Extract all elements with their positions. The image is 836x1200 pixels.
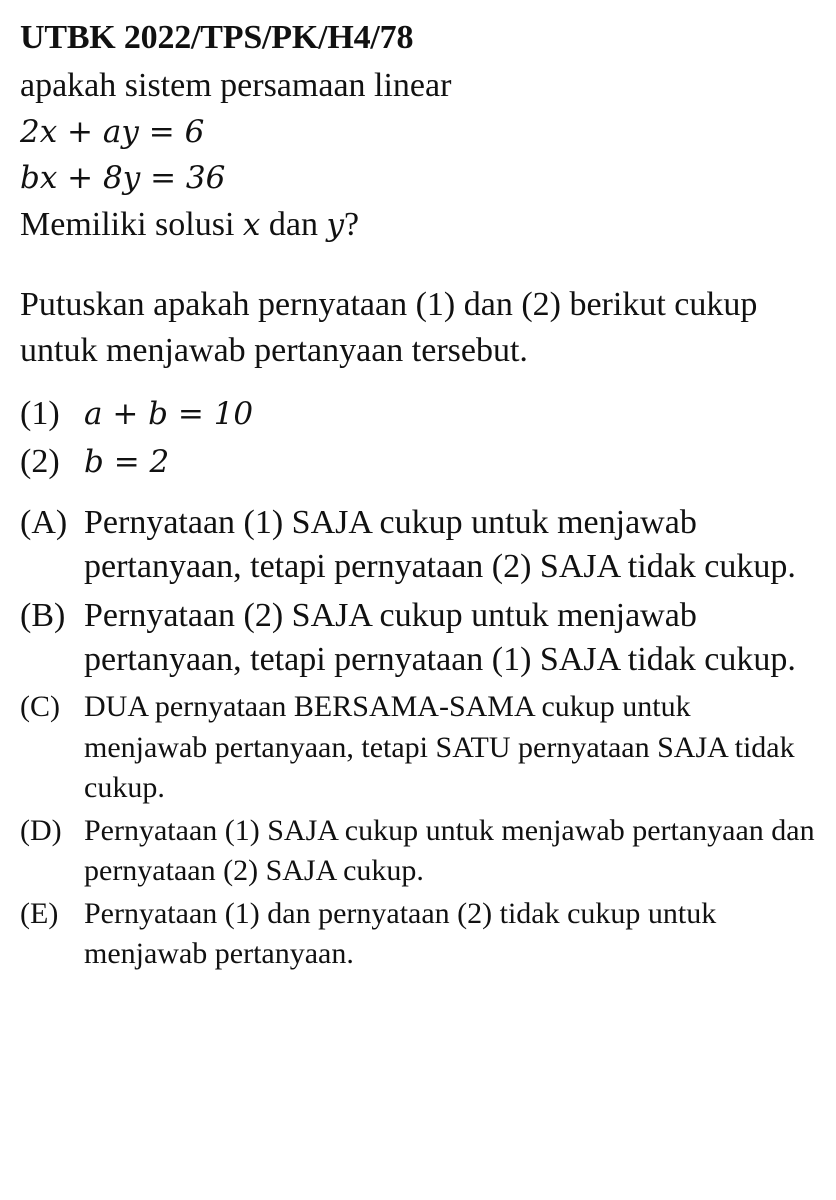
option-label: (B)	[20, 597, 66, 635]
question-ask	[20, 202, 816, 248]
option-label: (D)	[20, 813, 62, 847]
ask-prefix: Memiliki solusi	[20, 205, 235, 243]
option-text: DUA pernyataan BERSAMA-SAMA cukup untuk menjawab pertanyaan, tetapi SATU pernyataan SAJA tidak cukup.	[84, 690, 795, 805]
option-c[interactable]	[20, 687, 816, 809]
statement-label: (2)	[20, 442, 60, 480]
equation-2-expr: bx + 8y = 36	[20, 160, 226, 197]
instruction-text: Putuskan apakah pernyataan (1) dan (2) berikut cukup untuk menjawab pertanyaan tersebut.	[20, 285, 758, 369]
statement-label: (1)	[20, 395, 60, 433]
statement-item	[20, 390, 816, 438]
equation-1	[20, 109, 816, 155]
ask-and: dan	[268, 205, 318, 243]
option-text: Pernyataan (1) SAJA cukup untuk menjawab pertanyaan dan pernyataan (2) SAJA cukup.	[84, 813, 815, 888]
statement-expr: b = 2	[84, 443, 170, 480]
equation-1-expr: 2x + ay = 6	[20, 114, 205, 151]
option-e[interactable]	[20, 894, 816, 975]
ask-suffix: ?	[344, 205, 360, 243]
option-b[interactable]	[20, 594, 816, 681]
statement-expr: a + b = 10	[84, 396, 254, 433]
option-label: (A)	[20, 504, 68, 542]
ask-var-y: y	[326, 206, 345, 243]
statement-item	[20, 438, 816, 486]
equation-2	[20, 155, 816, 201]
option-label: (E)	[20, 896, 59, 930]
option-label: (C)	[20, 690, 60, 724]
option-d[interactable]	[20, 811, 816, 892]
option-text: Pernyataan (1) dan pernyataan (2) tidak cukup untuk menjawab pertanyaan.	[84, 896, 717, 971]
question-intro: apakah sistem persamaan linear	[20, 66, 452, 104]
option-text: Pernyataan (2) SAJA cukup untuk menjawab pertanyaan, tetapi pernyataan (1) SAJA tidak cukup.	[84, 597, 796, 678]
ask-var-x: x	[242, 206, 261, 243]
option-text: Pernyataan (1) SAJA cukup untuk menjawab pertanyaan, tetapi pernyataan (2) SAJA tidak cukup.	[84, 504, 796, 585]
question-page	[20, 14, 816, 977]
option-a[interactable]	[20, 501, 816, 588]
question-code-header: UTBK 2022/TPS/PK/H4/78	[20, 19, 414, 56]
